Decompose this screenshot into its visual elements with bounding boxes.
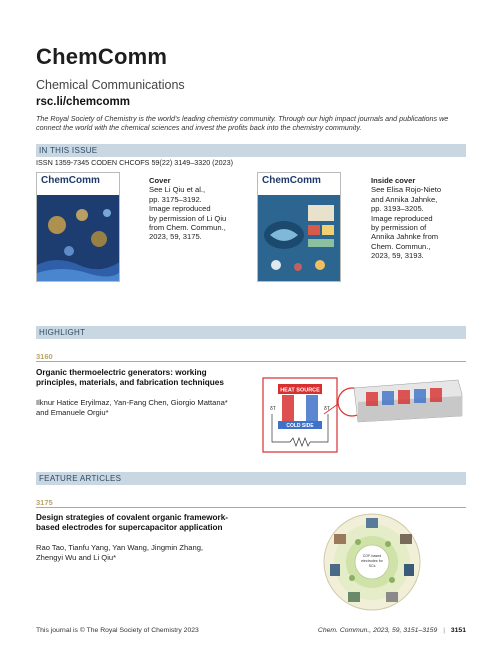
- cover-caption: [149, 176, 226, 242]
- cover-caption-line: pp. 3175–3192.: [149, 194, 202, 204]
- footer-copyright: This journal is © The Royal Society of Chemistry 2023: [36, 627, 199, 634]
- cover-caption-line: See Li Qiu et al.,: [149, 185, 206, 195]
- cover-caption-line: 2023, 59, 3175.: [149, 232, 202, 242]
- author-line: Rao Tao, Tianfu Yang, Yan Wang, Jingmin Zhang,: [36, 543, 204, 552]
- inside-cover-image[interactable]: [257, 172, 341, 282]
- feature-figure[interactable]: [322, 512, 422, 612]
- divider: [36, 507, 466, 508]
- footer-citation: Chem. Commun., 2023, 59, 3151–3159 | 3151: [317, 627, 466, 634]
- figure-center-line: SCs: [368, 564, 376, 568]
- title-line: based electrodes for supercapacitor application: [36, 523, 223, 532]
- inside-cover-caption: [371, 176, 441, 261]
- author-line: Ilknur Hatice Eryilmaz, Yan-Fang Chen, Giorgio Mattana*: [36, 398, 228, 407]
- inside-cover-illustration: [258, 195, 341, 282]
- inside-cover-caption-line: Image reproduced: [371, 213, 433, 223]
- cover-mini-title: ChemComm: [41, 175, 100, 186]
- delta-t-right: δT: [324, 406, 330, 412]
- inside-cover-caption-line: See Elisa Rojo-Nieto: [371, 185, 442, 195]
- highlight-authors: [36, 398, 246, 417]
- cover-label: Cover: [149, 176, 171, 185]
- feature-authors: [36, 543, 246, 562]
- author-line: Zhengyi Wu and Li Qiu*: [36, 552, 117, 562]
- highlight-article-title[interactable]: [36, 368, 246, 388]
- feature-article-title[interactable]: [36, 513, 246, 533]
- inside-cover-caption-line: Chem. Commun.,: [371, 241, 431, 251]
- section-header-highlight: HIGHLIGHT: [36, 326, 466, 339]
- inside-cover-caption-line: Annika Jahnke from: [371, 232, 439, 242]
- cover-caption-line: Image reproduced: [149, 204, 211, 214]
- title-line: principles, materials, and fabrication techniques: [36, 378, 224, 387]
- issue-meta: ISSN 1359-7345 CODEN CHCOFS 59(22) 3149–3320 (2023): [36, 158, 233, 167]
- section-header-in-this-issue: IN THIS ISSUE: [36, 144, 466, 157]
- author-line: and Emanuele Orgiu*: [36, 407, 109, 417]
- cover-caption-line: from Chem. Commun.,: [149, 223, 226, 233]
- divider: [36, 361, 466, 362]
- inside-cover-caption-line: 2023, 59, 3193.: [371, 251, 424, 261]
- delta-t-left: δT: [270, 406, 276, 412]
- title-line: Organic thermoelectric generators: working: [36, 368, 207, 377]
- cover-image[interactable]: [36, 172, 120, 282]
- inside-cover-label: Inside cover: [371, 176, 416, 185]
- inside-cover-caption-line: and Annika Jahnke,: [371, 194, 438, 204]
- cover-caption-line: by permission of Li Qiu: [149, 213, 227, 223]
- footer-page-number: 3151: [450, 627, 466, 634]
- figure-center-line: electrodes for: [361, 559, 383, 563]
- inside-cover-mini-title: ChemComm: [262, 175, 321, 186]
- cover-illustration: [37, 195, 120, 282]
- title-line: Design strategies of covalent organic framework-: [36, 513, 229, 522]
- journal-title: ChemComm: [36, 44, 168, 69]
- inside-cover-caption-line: by permission of: [371, 223, 427, 233]
- cold-side-label: COLD SIDE: [286, 423, 314, 429]
- footer-citation-text: Chem. Commun., 2023, 59, 3151–3159: [317, 627, 438, 634]
- journal-description: The Royal Society of Chemistry is the world's leading chemistry community. Through our high impact journals and publications we connect the world with the chemical sciences and invest the profits back into the chemistry community.: [36, 114, 449, 132]
- heat-source-label: HEAT SOURCE: [280, 387, 320, 394]
- journal-url-link[interactable]: rsc.li/chemcomm: [36, 96, 130, 108]
- feature-page-number[interactable]: 3175: [36, 498, 53, 507]
- section-header-feature-articles: FEATURE ARTICLES: [36, 472, 466, 485]
- figure-center-line: COF-based: [362, 554, 382, 558]
- highlight-page-number[interactable]: 3160: [36, 352, 53, 361]
- journal-subtitle: Chemical Communications: [36, 78, 185, 92]
- highlight-figure[interactable]: [262, 374, 466, 454]
- inside-cover-caption-line: pp. 3193–3205.: [371, 204, 424, 214]
